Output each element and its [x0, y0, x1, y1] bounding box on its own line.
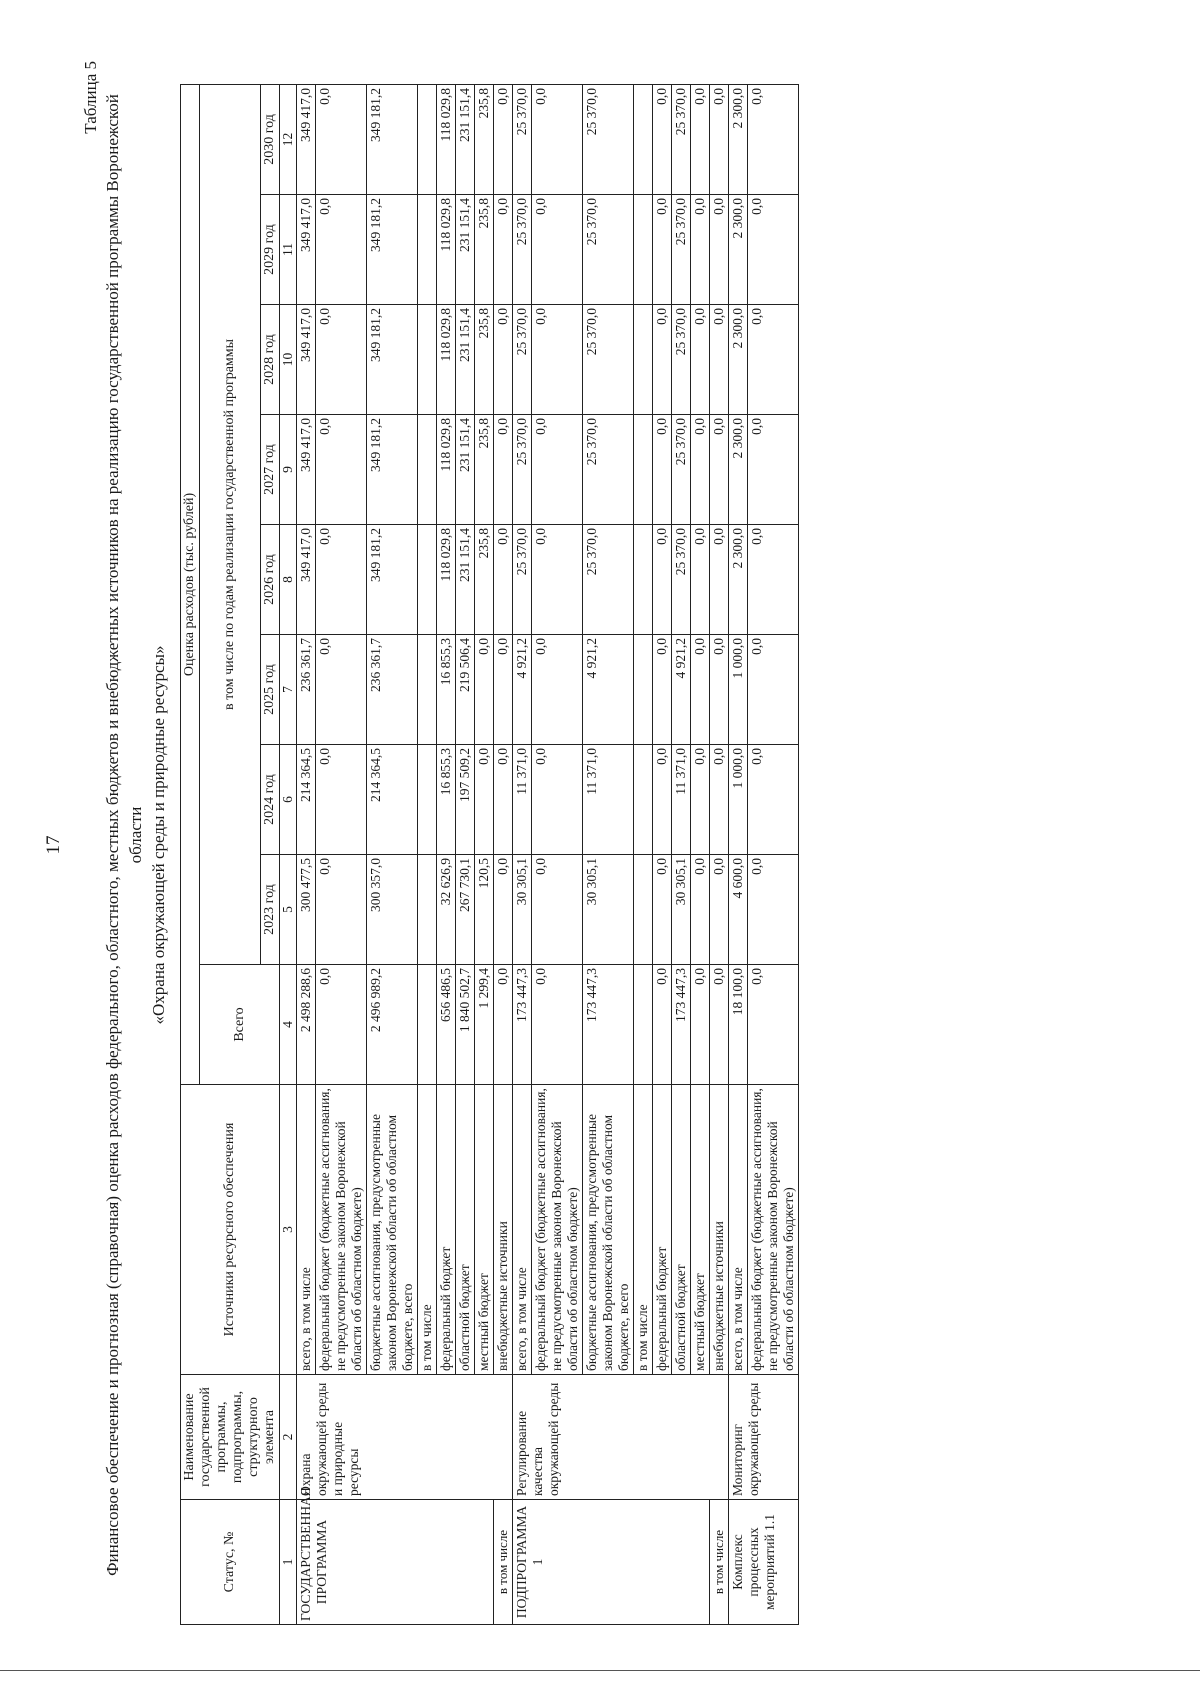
value-cell: 0,0: [710, 525, 729, 635]
value-cell: 0,0: [691, 415, 710, 525]
title-block: [101, 65, 170, 1605]
value-cell: 0,0: [316, 84, 367, 194]
value-cell: 18 100,0: [729, 965, 748, 1085]
value-cell: 235,8: [475, 305, 494, 415]
value-cell: 0,0: [316, 415, 367, 525]
header-year: 2027 год: [261, 415, 280, 525]
value-cell: [634, 195, 653, 305]
value-cell: 25 370,0: [513, 84, 532, 194]
header-status: Статус, №: [181, 1500, 280, 1625]
value-cell: 0,0: [710, 635, 729, 745]
table-row: [297, 84, 316, 1624]
value-cell: 4 921,2: [583, 635, 634, 745]
value-cell: 0,0: [748, 855, 799, 965]
header-year: 2030 год: [261, 84, 280, 194]
value-cell: 0,0: [710, 745, 729, 855]
header-year: 2028 год: [261, 305, 280, 415]
value-cell: 0,0: [691, 635, 710, 745]
value-cell: 2 300,0: [729, 195, 748, 305]
value-cell: 0,0: [748, 195, 799, 305]
value-cell: [634, 855, 653, 965]
value-cell: 0,0: [494, 305, 513, 415]
value-cell: 214 364,5: [367, 745, 418, 855]
value-cell: 25 370,0: [672, 84, 691, 194]
value-cell: 25 370,0: [583, 415, 634, 525]
value-cell: 349 181,2: [367, 195, 418, 305]
value-cell: 1 000,0: [729, 745, 748, 855]
value-cell: 0,0: [691, 195, 710, 305]
column-number: 10: [280, 305, 297, 415]
value-cell: [418, 745, 437, 855]
document-title: Финансовое обеспечение и прогнозная (справочная) оценка расходов федерального, областного, местных бюджетов и внебюджетных источников на реализацию государственной программы Воронежской области: [103, 94, 145, 1576]
value-cell: 0,0: [316, 965, 367, 1085]
source-cell: местный бюджет: [475, 1085, 494, 1375]
value-cell: 25 370,0: [583, 305, 634, 415]
value-cell: [418, 195, 437, 305]
value-cell: 231 151,4: [456, 84, 475, 194]
value-cell: 25 370,0: [513, 305, 532, 415]
value-cell: 4 600,0: [729, 855, 748, 965]
value-cell: 25 370,0: [672, 195, 691, 305]
value-cell: 0,0: [653, 305, 672, 415]
value-cell: 349 181,2: [367, 525, 418, 635]
value-cell: 0,0: [316, 195, 367, 305]
column-number: 3: [280, 1085, 297, 1375]
value-cell: 2 300,0: [729, 525, 748, 635]
value-cell: 0,0: [316, 855, 367, 965]
financing-table: [180, 84, 799, 1625]
source-cell: местный бюджет: [691, 1085, 710, 1375]
value-cell: 0,0: [316, 745, 367, 855]
value-cell: 214 364,5: [297, 745, 316, 855]
value-cell: 0,0: [653, 525, 672, 635]
row-name: Мониторинг окружающей среды: [729, 1375, 799, 1500]
value-cell: 349 417,0: [297, 84, 316, 194]
value-cell: 231 151,4: [456, 525, 475, 635]
value-cell: 0,0: [710, 855, 729, 965]
value-cell: 25 370,0: [583, 195, 634, 305]
column-number: 1: [280, 1500, 297, 1625]
row-status: ГОСУДАРСТВЕННАЯ ПРОГРАММА: [297, 1500, 494, 1625]
source-cell: всего, в том числе: [513, 1085, 532, 1375]
value-cell: 231 151,4: [456, 415, 475, 525]
value-cell: 173 447,3: [513, 965, 532, 1085]
value-cell: 0,0: [494, 84, 513, 194]
value-cell: 2 300,0: [729, 415, 748, 525]
value-cell: 16 855,3: [437, 745, 456, 855]
value-cell: 0,0: [653, 745, 672, 855]
value-cell: 0,0: [691, 525, 710, 635]
value-cell: 173 447,3: [672, 965, 691, 1085]
value-cell: 349 417,0: [297, 195, 316, 305]
column-number: 11: [280, 195, 297, 305]
document-page: [25, 25, 1165, 1665]
value-cell: 349 417,0: [297, 415, 316, 525]
value-cell: 0,0: [532, 195, 583, 305]
value-cell: 236 361,7: [367, 635, 418, 745]
value-cell: 25 370,0: [513, 525, 532, 635]
value-cell: 0,0: [748, 745, 799, 855]
value-cell: 11 371,0: [672, 745, 691, 855]
column-number: 2: [280, 1375, 297, 1500]
value-cell: 4 921,2: [513, 635, 532, 745]
page-number: 17: [43, 835, 64, 855]
source-cell: в том числе: [418, 1085, 437, 1375]
source-cell: федеральный бюджет (бюджетные ассигнования, не предусмотренные законом Воронежской области об областном бюджете): [748, 1085, 799, 1375]
value-cell: 25 370,0: [513, 195, 532, 305]
value-cell: 0,0: [532, 745, 583, 855]
value-cell: 2 496 989,2: [367, 965, 418, 1085]
source-cell: всего, в том числе: [297, 1085, 316, 1375]
value-cell: 118 029,8: [437, 415, 456, 525]
value-cell: 1 840 502,7: [456, 965, 475, 1085]
header-sources: Источники ресурсного обеспечения: [181, 1085, 280, 1375]
header-name: Наименование государственной программы, подпрограммы, структурного элемента: [181, 1375, 280, 1500]
header-year: 2025 год: [261, 635, 280, 745]
value-cell: 0,0: [475, 745, 494, 855]
value-cell: 0,0: [653, 965, 672, 1085]
row-status: Комплекс процессных мероприятий 1.1: [729, 1500, 799, 1625]
value-cell: 118 029,8: [437, 305, 456, 415]
value-cell: 267 730,1: [456, 855, 475, 965]
value-cell: 120,5: [475, 855, 494, 965]
source-cell: областной бюджет: [672, 1085, 691, 1375]
scan-edge-line: [0, 1670, 1200, 1671]
value-cell: 0,0: [494, 635, 513, 745]
row-name: Регулирование качества окружающей среды: [513, 1375, 729, 1500]
value-cell: 0,0: [532, 415, 583, 525]
value-cell: 0,0: [748, 305, 799, 415]
value-cell: 11 371,0: [513, 745, 532, 855]
value-cell: [418, 305, 437, 415]
value-cell: 30 305,1: [672, 855, 691, 965]
table-label: Таблица 5: [81, 61, 100, 134]
header-by-years: в том числе по годам реализации государственной программы: [200, 84, 261, 964]
value-cell: [418, 965, 437, 1085]
value-cell: 0,0: [316, 525, 367, 635]
value-cell: 25 370,0: [583, 84, 634, 194]
value-cell: 0,0: [748, 525, 799, 635]
table-row: [729, 84, 748, 1624]
value-cell: 0,0: [710, 415, 729, 525]
value-cell: 0,0: [710, 965, 729, 1085]
source-cell: областной бюджет: [456, 1085, 475, 1375]
value-cell: 118 029,8: [437, 195, 456, 305]
value-cell: 0,0: [494, 965, 513, 1085]
value-cell: 0,0: [494, 745, 513, 855]
document-subtitle: «Охрана окружающей среды и природные ресурсы»: [149, 645, 168, 1025]
value-cell: 231 151,4: [456, 195, 475, 305]
table-row: [513, 84, 532, 1624]
value-cell: 4 921,2: [672, 635, 691, 745]
value-cell: 1 000,0: [729, 635, 748, 745]
value-cell: 1 299,4: [475, 965, 494, 1085]
value-cell: [418, 525, 437, 635]
value-cell: 235,8: [475, 415, 494, 525]
value-cell: 0,0: [316, 305, 367, 415]
value-cell: 25 370,0: [672, 415, 691, 525]
value-cell: 656 486,5: [437, 965, 456, 1085]
source-cell: в том числе: [634, 1085, 653, 1375]
value-cell: [634, 305, 653, 415]
value-cell: [634, 525, 653, 635]
source-cell: федеральный бюджет (бюджетные ассигнования, не предусмотренные законом Воронежской области об областном бюджете): [532, 1085, 583, 1375]
source-cell: внебюджетные источники: [710, 1085, 729, 1375]
value-cell: [634, 965, 653, 1085]
row-status: ПОДПРОГРАММА 1: [513, 1500, 710, 1625]
column-number: 8: [280, 525, 297, 635]
row-name: Охрана окружающей среды и природные ресурсы: [297, 1375, 513, 1500]
source-cell: внебюджетные источники: [494, 1085, 513, 1375]
source-cell: всего, в том числе: [729, 1085, 748, 1375]
header-total: Всего: [200, 965, 280, 1085]
status-incl-label: в том числе: [710, 1500, 729, 1625]
value-cell: 118 029,8: [437, 525, 456, 635]
value-cell: 16 855,3: [437, 635, 456, 745]
value-cell: 0,0: [748, 635, 799, 745]
value-cell: 0,0: [710, 84, 729, 194]
value-cell: 0,0: [710, 305, 729, 415]
value-cell: 0,0: [494, 415, 513, 525]
value-cell: 0,0: [691, 745, 710, 855]
value-cell: 0,0: [691, 305, 710, 415]
header-year: 2023 год: [261, 855, 280, 965]
value-cell: 25 370,0: [672, 305, 691, 415]
value-cell: 0,0: [710, 195, 729, 305]
value-cell: 219 506,4: [456, 635, 475, 745]
source-cell: бюджетные ассигнования, предусмотренные законом Воронежской области об областном бюджете, всего: [583, 1085, 634, 1375]
column-number: 9: [280, 415, 297, 525]
header-year: 2026 год: [261, 525, 280, 635]
source-cell: федеральный бюджет: [653, 1085, 672, 1375]
value-cell: 0,0: [653, 635, 672, 745]
value-cell: 349 181,2: [367, 84, 418, 194]
value-cell: 32 626,9: [437, 855, 456, 965]
value-cell: 0,0: [653, 855, 672, 965]
value-cell: 0,0: [532, 635, 583, 745]
value-cell: 2 498 288,6: [297, 965, 316, 1085]
value-cell: 118 029,8: [437, 84, 456, 194]
value-cell: 30 305,1: [513, 855, 532, 965]
header-year: 2029 год: [261, 195, 280, 305]
value-cell: 0,0: [475, 635, 494, 745]
value-cell: 231 151,4: [456, 305, 475, 415]
status-incl-label: в том числе: [494, 1500, 513, 1625]
value-cell: 349 417,0: [297, 525, 316, 635]
value-cell: [634, 635, 653, 745]
value-cell: 0,0: [532, 965, 583, 1085]
value-cell: 197 509,2: [456, 745, 475, 855]
value-cell: 236 361,7: [297, 635, 316, 745]
column-number: 5: [280, 855, 297, 965]
column-number: 12: [280, 84, 297, 194]
value-cell: 0,0: [653, 195, 672, 305]
source-cell: федеральный бюджет: [437, 1085, 456, 1375]
source-cell: федеральный бюджет (бюджетные ассигнования, не предусмотренные законом Воронежской области об областном бюджете): [316, 1085, 367, 1375]
value-cell: 0,0: [653, 415, 672, 525]
header-estimate: Оценка расходов (тыс. рублей): [181, 84, 200, 1084]
value-cell: 0,0: [532, 855, 583, 965]
value-cell: 25 370,0: [583, 525, 634, 635]
value-cell: 0,0: [691, 855, 710, 965]
value-cell: 235,8: [475, 84, 494, 194]
value-cell: 235,8: [475, 525, 494, 635]
column-number: 7: [280, 635, 297, 745]
value-cell: 2 300,0: [729, 84, 748, 194]
value-cell: 25 370,0: [672, 525, 691, 635]
value-cell: [634, 415, 653, 525]
value-cell: [634, 84, 653, 194]
value-cell: 0,0: [316, 635, 367, 745]
value-cell: 0,0: [748, 84, 799, 194]
value-cell: 25 370,0: [513, 415, 532, 525]
value-cell: 349 417,0: [297, 305, 316, 415]
value-cell: 0,0: [532, 305, 583, 415]
value-cell: 300 357,0: [367, 855, 418, 965]
source-cell: бюджетные ассигнования, предусмотренные законом Воронежской области об областном бюджете, всего: [367, 1085, 418, 1375]
value-cell: 0,0: [748, 965, 799, 1085]
value-cell: 0,0: [532, 525, 583, 635]
value-cell: 30 305,1: [583, 855, 634, 965]
value-cell: [418, 635, 437, 745]
value-cell: 0,0: [532, 84, 583, 194]
value-cell: [418, 84, 437, 194]
value-cell: 0,0: [653, 84, 672, 194]
value-cell: 0,0: [494, 195, 513, 305]
value-cell: 0,0: [494, 525, 513, 635]
value-cell: 235,8: [475, 195, 494, 305]
value-cell: 0,0: [494, 855, 513, 965]
value-cell: 300 477,5: [297, 855, 316, 965]
header-year: 2024 год: [261, 745, 280, 855]
value-cell: [418, 415, 437, 525]
value-cell: 349 181,2: [367, 415, 418, 525]
value-cell: 173 447,3: [583, 965, 634, 1085]
value-cell: 11 371,0: [583, 745, 634, 855]
column-number: 6: [280, 745, 297, 855]
value-cell: 349 181,2: [367, 305, 418, 415]
value-cell: 0,0: [748, 415, 799, 525]
value-cell: 0,0: [691, 965, 710, 1085]
column-number: 4: [280, 965, 297, 1085]
value-cell: [418, 855, 437, 965]
value-cell: [634, 745, 653, 855]
value-cell: 2 300,0: [729, 305, 748, 415]
value-cell: 0,0: [691, 84, 710, 194]
